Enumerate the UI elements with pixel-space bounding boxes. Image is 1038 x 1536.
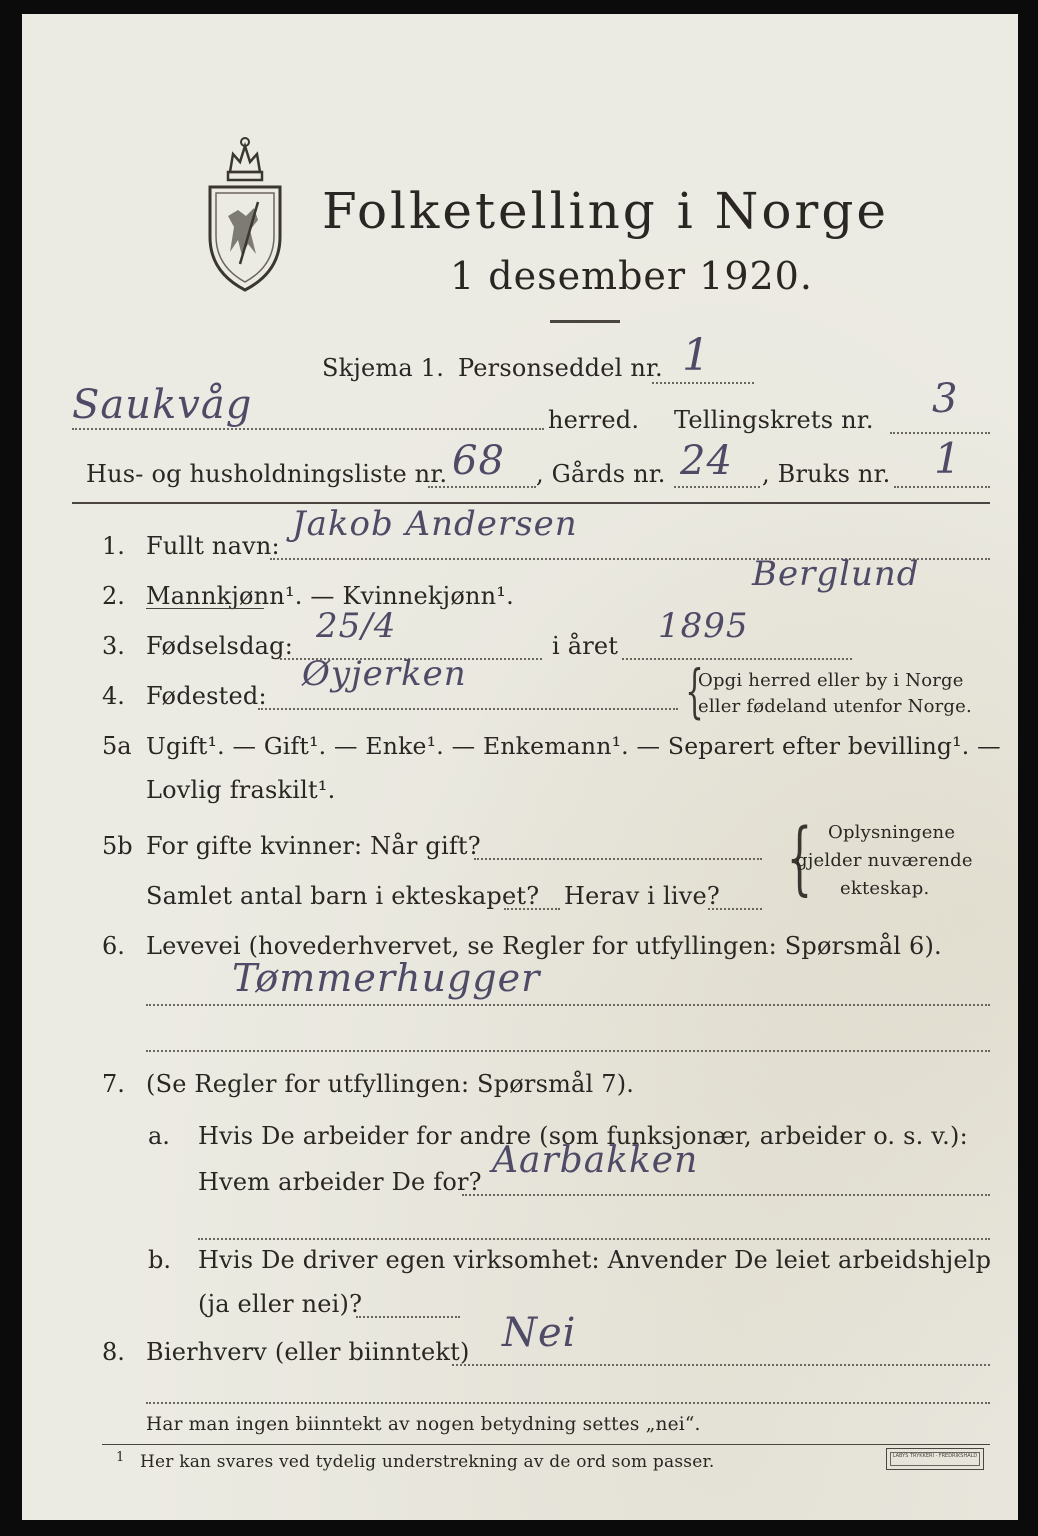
gards-label: , Gårds nr. bbox=[536, 460, 666, 488]
hus-label: Hus- og husholdningsliste nr. bbox=[86, 460, 448, 488]
census-date: 1 desember 1920. bbox=[450, 254, 813, 298]
q7a-line bbox=[462, 1194, 990, 1196]
q5a-line1: Ugift¹. — Gift¹. — Enke¹. — Enkemann¹. — Separert efter bevilling¹. — bbox=[146, 732, 1001, 760]
q6-value[interactable]: Tømmerhugger bbox=[232, 956, 541, 1000]
bruks-label: , Bruks nr. bbox=[762, 460, 891, 488]
personseddel-line bbox=[652, 382, 754, 384]
q4-line bbox=[258, 708, 678, 710]
gards-line bbox=[674, 486, 760, 488]
q3-number: 3. bbox=[102, 632, 125, 660]
bruks-value[interactable]: 1 bbox=[934, 434, 962, 483]
q6-label: Levevei (hovederhvervet, se Regler for utfyllingen: Spørsmål 6). bbox=[146, 932, 942, 960]
q7-label: (Se Regler for utfyllingen: Spørsmål 7). bbox=[146, 1070, 635, 1098]
footnote-mark: 1 bbox=[116, 1450, 125, 1465]
stamp-text: LABYS TRYKKERI · FREDRIKSHALD bbox=[890, 1452, 980, 1466]
q5b-children-label: Samlet antal barn i ekteskapet? bbox=[146, 882, 540, 910]
q7a-line1: Hvis De arbeider for andre (som funksjonær, arbeider o. s. v.): bbox=[198, 1122, 968, 1150]
schema-label: Skjema 1. bbox=[322, 354, 445, 382]
form-title: Folketelling i Norge bbox=[322, 182, 889, 240]
personseddel-value[interactable]: 1 bbox=[682, 330, 711, 381]
q1-number: 1. bbox=[102, 532, 125, 560]
q7b-letter: b. bbox=[148, 1246, 171, 1274]
hus-value[interactable]: 68 bbox=[452, 438, 505, 484]
q8-label: Bierhverv (eller biinntekt) bbox=[146, 1338, 470, 1366]
q5b-note-line2: gjelder nuværende bbox=[796, 850, 973, 871]
personseddel-label: Personseddel nr. bbox=[458, 354, 663, 382]
herred-label: herred. bbox=[548, 406, 640, 434]
q5a-number: 5a bbox=[102, 732, 132, 760]
q8-line-extra bbox=[146, 1402, 990, 1404]
q4-value[interactable]: Øyjerken bbox=[302, 654, 467, 694]
q3-value[interactable]: 25/4 bbox=[316, 606, 397, 646]
tellingskrets-label: Tellingskrets nr. bbox=[674, 406, 874, 434]
q7-number: 7. bbox=[102, 1070, 125, 1098]
q5b-married-line bbox=[474, 858, 762, 860]
q3-year-label: i året bbox=[552, 632, 619, 660]
q2-number: 2. bbox=[102, 582, 125, 610]
title-divider bbox=[550, 320, 620, 323]
herred-value[interactable]: Saukvåg bbox=[72, 382, 253, 428]
q7b-line bbox=[356, 1316, 460, 1318]
q1-label: Fullt navn: bbox=[146, 532, 280, 560]
census-form bbox=[22, 14, 1018, 1520]
q7b-line1: Hvis De driver egen virksomhet: Anvender De leiet arbeidshjelp bbox=[198, 1246, 992, 1274]
q4-brace: { bbox=[685, 657, 704, 725]
gards-value[interactable]: 24 bbox=[680, 438, 733, 484]
q8-number: 8. bbox=[102, 1338, 125, 1366]
q7a-line-extra bbox=[198, 1238, 990, 1240]
q5a-line2: Lovlig fraskilt¹. bbox=[146, 776, 336, 804]
tellingskrets-value[interactable]: 3 bbox=[932, 376, 959, 422]
q5b-alive-label: Herav i live? bbox=[564, 882, 720, 910]
q2-underline bbox=[146, 608, 264, 609]
q5b-number: 5b bbox=[102, 832, 133, 860]
printer-stamp bbox=[886, 1448, 984, 1470]
bruks-line bbox=[894, 486, 990, 488]
hus-line bbox=[428, 486, 536, 488]
q5b-note-line1: Oplysningene bbox=[828, 822, 956, 843]
q8-line bbox=[452, 1364, 990, 1366]
q5b-children-line bbox=[504, 908, 560, 910]
q4-label: Fødested: bbox=[146, 682, 267, 710]
q6-number: 6. bbox=[102, 932, 125, 960]
q4-note-line2: eller fødeland utenfor Norge. bbox=[698, 696, 972, 717]
footer-divider bbox=[102, 1444, 990, 1445]
q3-label: Fødselsdag: bbox=[146, 632, 293, 660]
q7a-line2: Hvem arbeider De for? bbox=[198, 1168, 482, 1196]
q5b-note-line3: ekteskap. bbox=[840, 878, 930, 899]
q3-year-line bbox=[622, 658, 852, 660]
q4-number: 4. bbox=[102, 682, 125, 710]
q3-year-value[interactable]: 1895 bbox=[658, 606, 749, 646]
q8-value[interactable]: Nei bbox=[502, 1310, 577, 1356]
q7a-letter: a. bbox=[148, 1122, 170, 1150]
q4-note-line1: Opgi herred eller by i Norge bbox=[698, 670, 964, 691]
coat-of-arms-icon bbox=[200, 132, 290, 297]
q2-value[interactable]: Berglund bbox=[752, 554, 920, 594]
q5b-alive-line bbox=[708, 908, 762, 910]
q1-value[interactable]: Jakob Andersen bbox=[292, 504, 578, 544]
q2-label: Mannkjønn¹. — Kvinnekjønn¹. bbox=[146, 582, 514, 610]
q5b-line1: For gifte kvinner: Når gift? bbox=[146, 832, 481, 860]
q5b-brace: { bbox=[786, 811, 813, 904]
footer-note: Har man ingen biinntekt av nogen betydning settes „nei“. bbox=[146, 1414, 701, 1435]
q7a-value[interactable]: Aarbakken bbox=[492, 1140, 699, 1181]
footnote-text: Her kan svares ved tydelig understrekning av de ord som passer. bbox=[140, 1452, 715, 1472]
q6-line2 bbox=[146, 1050, 990, 1052]
q7b-line2: (ja eller nei)? bbox=[198, 1290, 363, 1318]
herred-line bbox=[72, 428, 544, 430]
q6-line1 bbox=[146, 1004, 990, 1006]
